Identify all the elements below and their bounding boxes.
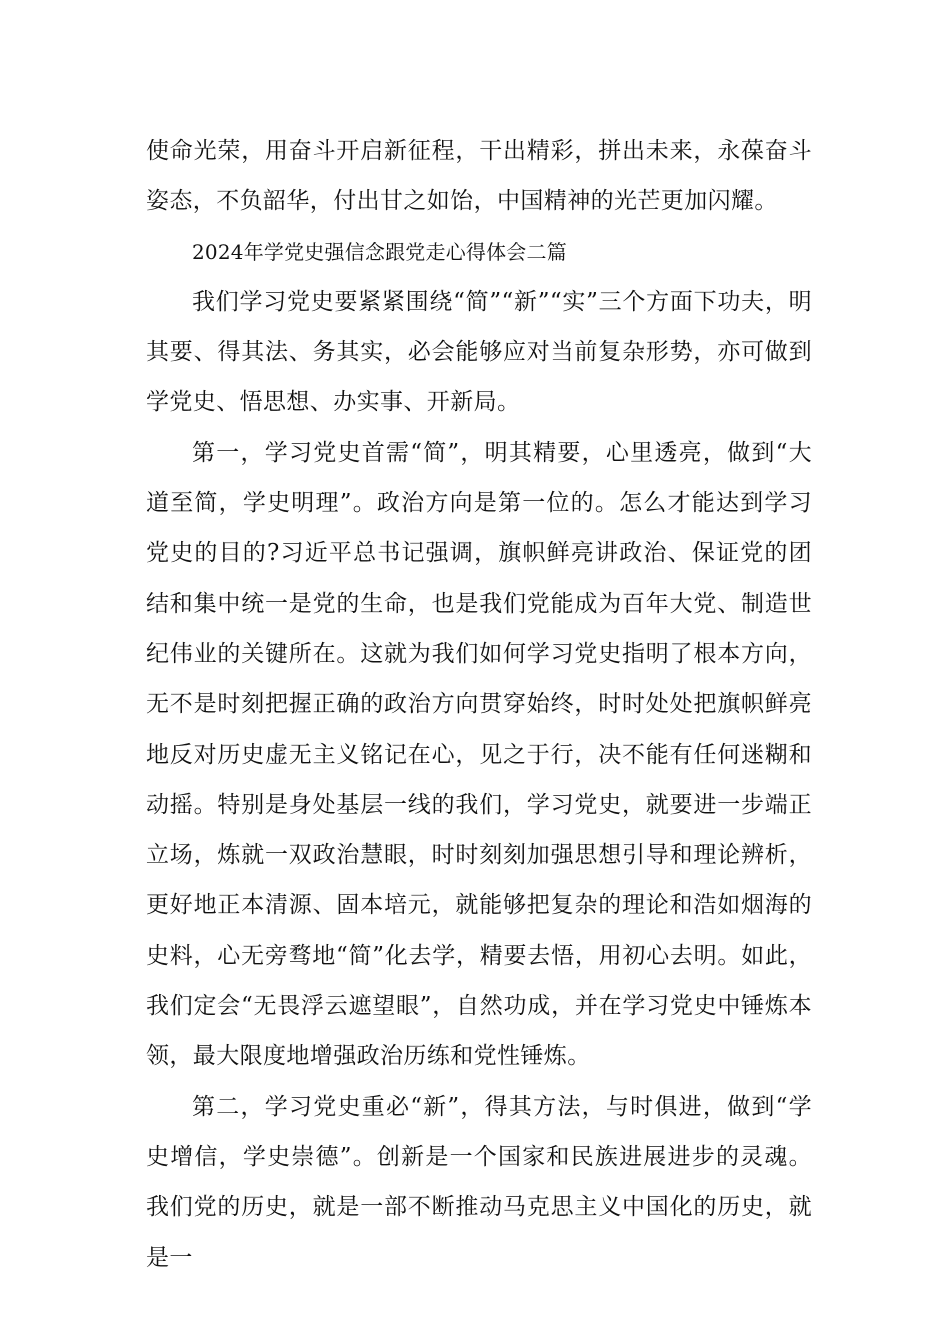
point-one-paragraph: 第一，学习党史首需“简”，明其精要，心里透亮，做到“大道至简，学史明理”。政治方向是第一位的。怎么才能达到学习党史的目的?习近平总书记强调，旗帜鲜亮讲政治、保证党的团结和集中统一是党的生命，也是我们党能成为百年大党、制造世纪伟业的关键所在。这就为我们如何学习党史指明了根本方向，无不是时刻把握正确的政治方向贯穿始终，时时处处把旗帜鲜亮地反对历史虚无主义铭记在心，见之于行，决不能有任何迷糊和动摇。特别是身处基层一线的我们，学习党史，就要进一步端正立场，炼就一双政治慧眼，时时刻刻加强思想引导和理论辨析，更好地正本清源、固本培元，就能够把复杂的理论和浩如烟海的史料，心无旁骛地“简”化去学，精要去悟，用初心去明。如此，我们定会“无畏浮云遮望眼”，自然功成，并在学习党史中锤炼本领，最大限度地增强政治历练和党性锤炼。 — [146, 439, 812, 1070]
point-two-paragraph: 第二，学习党史重必“新”，得其方法，与时俱进，做到“学史增信，学史崇德”。创新是一个国家和民族进展进步的灵魂。我们党的历史，就是一部不断推动马克思主义中国化的历史，就是一 — [146, 1093, 812, 1271]
continuation-paragraph: 使命光荣，用奋斗开启新征程，干出精彩，拼出未来，永葆奋斗姿态，不负韶华，付出甘之如饴，中国精神的光芒更加闪耀。 — [146, 138, 812, 215]
document-body — [146, 126, 812, 1283]
section-heading: 2024年学党史强信念跟党走心得体会二篇 — [192, 239, 567, 264]
intro-paragraph: 我们学习党史要紧紧围绕“简”“新”“实”三个方面下功夫，明其要、得其法、务其实，必会能够应对当前复杂形势，亦可做到学党史、悟思想、办实事、开新局。 — [146, 288, 812, 416]
